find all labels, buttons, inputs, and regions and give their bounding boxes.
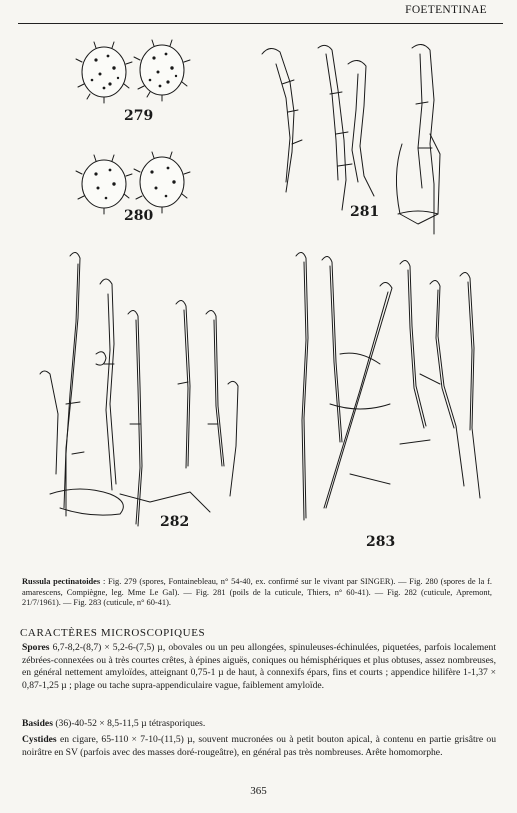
caption-text: : Fig. 279 (spores, Fontainebleau, n° 54-40, ex. confirmé sur le vivant par SINGER). — Fig. 280 (spores de la f. amarescens, Compiègne, leg. Mme Le Gal). — Fig. 281 (poils de la cuticule, Thiers, n° 60-41). — Fig. 282 (cuticule, Apremont, 21/7/1961). — Fig. 283 (cuticule, n° 60-41).: [22, 577, 492, 607]
figure-number-280: 280: [124, 208, 154, 224]
basides-lead: Basides: [22, 718, 53, 729]
caption-species: Russula pectinatoides: [22, 577, 101, 586]
figure-number-283: 283: [366, 534, 396, 550]
spores-lead: Spores: [22, 642, 50, 653]
figure-number-281: 281: [350, 204, 380, 220]
fig279-spores: [76, 40, 190, 103]
fig282-cuticle: [40, 252, 238, 526]
cystides-text: en cigare, 65-110 × 7-10-(11,5) µ, souvent mucronées ou à petit bouton apical, à contenu en partie grisâtre ou noirâtre en SV (parfois avec des masses doré-rougeâtre), en général pas très nombreuses. Arête homomorphe.: [22, 734, 496, 758]
running-head-title: FOETENTINAE: [405, 4, 487, 16]
figure-plates: [0, 24, 517, 570]
figure-number-282: 282: [160, 514, 190, 530]
paragraph-basides: [22, 718, 496, 731]
running-header: [0, 4, 517, 22]
figure-caption: [22, 577, 492, 609]
cystides-lead: Cystides: [22, 734, 57, 745]
plates-drawing: [0, 24, 517, 570]
basides-text: (36)-40-52 × 8,5-11,5 µ tétrasporiques.: [52, 718, 206, 729]
page-number: 365: [250, 785, 267, 797]
paragraph-cystides: [22, 734, 496, 759]
fig280-spores: [76, 152, 190, 214]
fig283-cuticle: [296, 252, 480, 520]
paragraph-spores: [22, 642, 496, 692]
section-title: CARACTÈRES MICROSCOPIQUES: [20, 627, 206, 639]
figure-number-279: 279: [124, 108, 154, 124]
spores-text: 6,7-8,2-(8,7) × 5,2-6-(7,5) µ, obovales ou un peu allongées, spinuleuses-échinulées, piquetées, parfois localement zébrées-connexées ou à très courtes crêtes, à épines aiguës, coniques ou hémisphériques et plus obtuses, assez nombreuses, en général nettement amyloïdes, atteignant 0,75-1 µ de haut, à connexifs épars, fins et courts ; appendice hilifère 1-1,37 × 0,87-1,25 µ ; plage ou tache supra-appendiculaire vague, faiblement amyloïde.: [22, 642, 496, 691]
